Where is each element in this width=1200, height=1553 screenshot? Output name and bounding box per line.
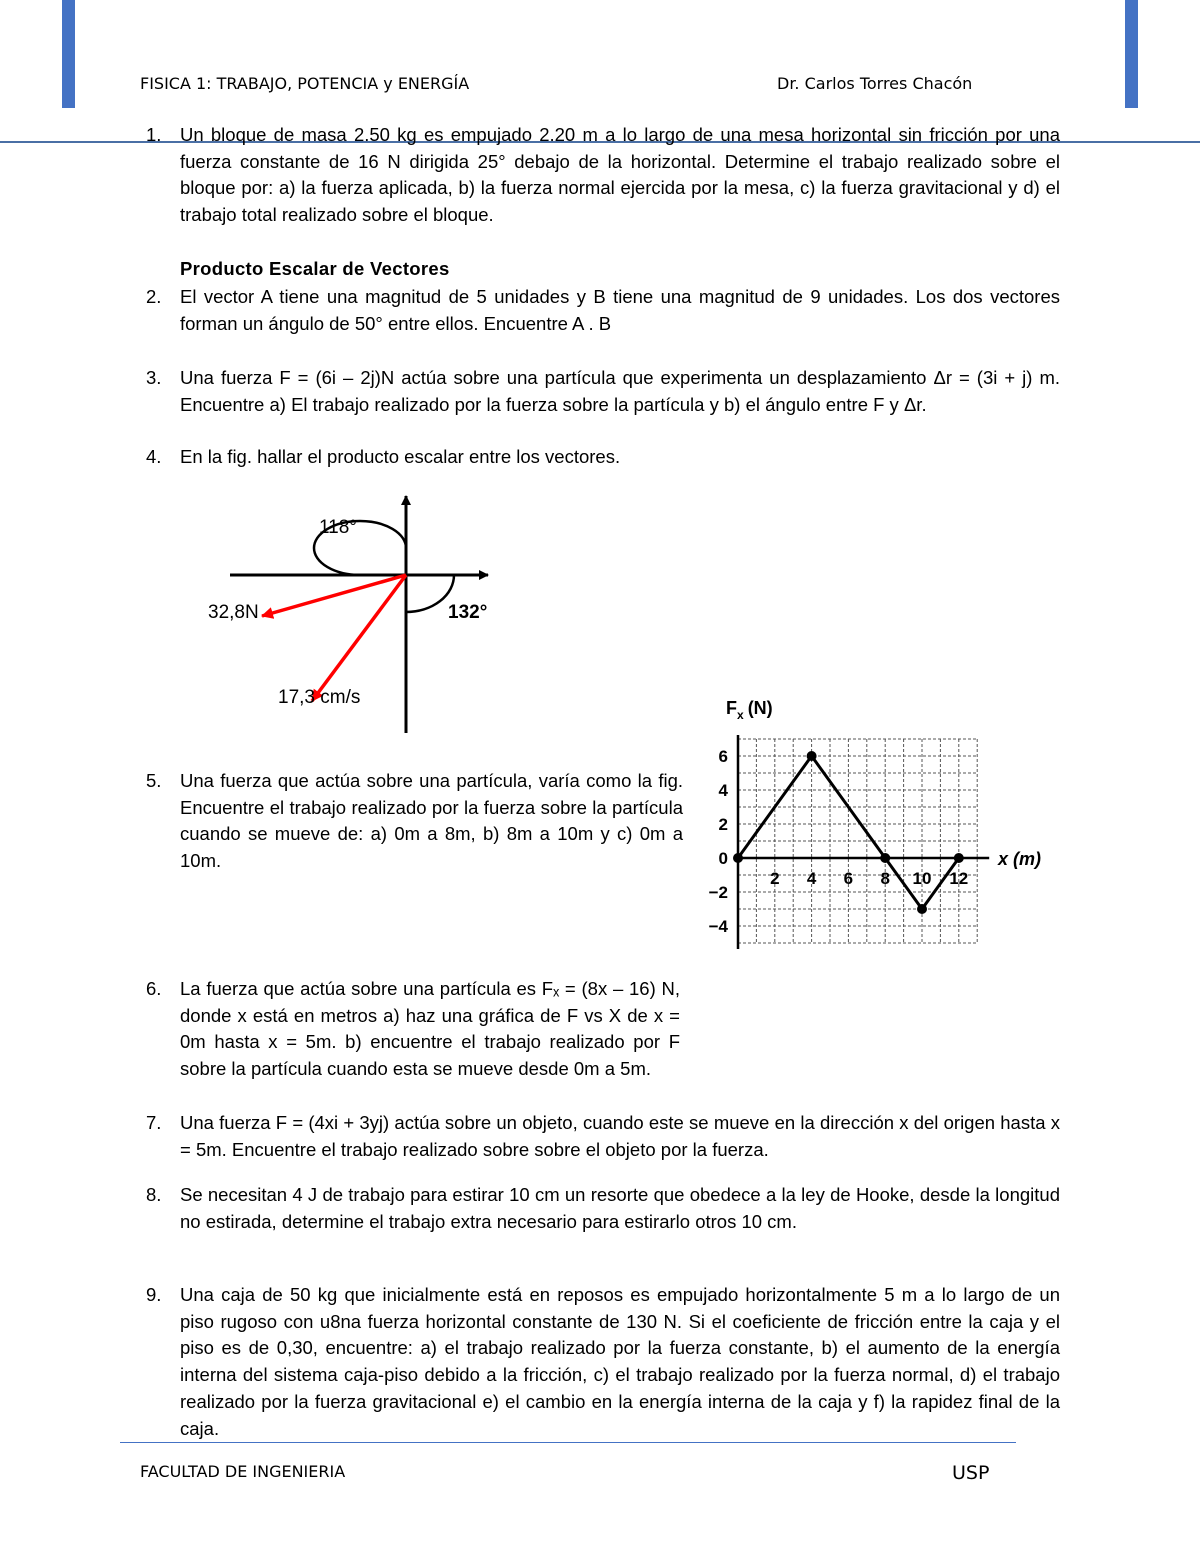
vector-b-arrow <box>312 575 406 701</box>
vector-figure <box>200 490 510 740</box>
problem-number: 7. <box>146 1112 162 1133</box>
problem-text: En la fig. hallar el producto escalar entre los vectores. <box>180 446 621 467</box>
problem-number: 6. <box>146 978 162 999</box>
data-point <box>954 853 964 863</box>
section-title: Producto Escalar de Vectores <box>180 258 450 279</box>
problem-2 <box>146 284 1060 337</box>
course-title: FISICA 1: TRABAJO, POTENCIA y ENERGÍA <box>140 74 470 93</box>
problem-text: Una caja de 50 kg que inicialmente está en reposos es empujado horizontalmente 5 m a lo largo de un piso rugoso con u8na fuerza horizontal constante de 130 N. Si el coeficiente de fricción entre la caja y el piso es de 0,30, encuentre: a) el trabajo realizado por la fuerza constante, b) el aumento de la energía interna del sistema caja-piso debido a la fricción, c) el trabajo realizado por la fuerza normal, d) el trabajo realizado por la fuerza gravitacional e) el cambio en la energía interna de la caja y f) la rapidez final de la caja. <box>180 1284 1060 1439</box>
author-name: Dr. Carlos Torres Chacón <box>777 74 973 93</box>
y-tick-label: 0 <box>718 849 728 868</box>
problem-text: La fuerza que actúa sobre una partícula es Fₓ = (8x – 16) N, donde x está en metros a) haz una gráfica de F vs X de x = 0m hasta x = 5m. b) encuentre el trabajo realizado por F sobre la partícula cuando esta se mueve desde 0m a 5m. <box>180 978 680 1080</box>
problem-number: 1. <box>146 124 162 145</box>
x-tick-label: 2 <box>770 869 780 888</box>
problem-number: 3. <box>146 367 162 388</box>
data-point <box>733 853 743 863</box>
problem-3 <box>146 365 1060 418</box>
problem-text: Una fuerza F = (4xi + 3yj) actúa sobre un objeto, cuando este se mueve en la dirección x del origen hasta x = 5m. Encuentre el trabajo realizado sobre sobre el objeto por la fuerza. <box>180 1112 1060 1160</box>
problem-5 <box>146 768 683 875</box>
faculty-name: FACULTAD DE INGENIERIA <box>140 1462 346 1481</box>
problem-7 <box>146 1110 1060 1163</box>
problem-number: 4. <box>146 446 162 467</box>
graph-y-label: $F_x$ (N) <box>726 698 773 722</box>
problem-text: El vector A tiene una magnitud de 5 unidades y B tiene una magnitud de 9 unidades. Los dos vectores forman un ángulo de 50° entre ellos. Encuentre A . B <box>180 286 1060 334</box>
y-tick-label: 6 <box>718 747 728 766</box>
problem-6 <box>146 976 1060 1083</box>
problem-text: Un bloque de masa 2.50 kg es empujado 2.20 m a lo largo de una mesa horizontal sin fricción por una fuerza constante de 16 N dirigida 25° debajo de la horizontal. Determine el trabajo realizado sobre el bloque por: a) la fuerza aplicada, b) la fuerza normal ejercida por la mesa, c) la fuerza gravitacional y d) el trabajo total realizado sobre el bloque. <box>180 124 1060 226</box>
data-point <box>807 751 817 761</box>
x-tick-label: 12 <box>949 869 969 888</box>
problem-number: 5. <box>146 770 162 791</box>
x-tick-label: 8 <box>880 869 890 888</box>
y-tick-label: −2 <box>708 883 728 902</box>
angle-arc-132 <box>406 575 454 612</box>
graph-x-label: x (m) <box>998 849 1042 869</box>
x-tick-label: 4 <box>806 869 817 888</box>
data-point <box>880 853 890 863</box>
problem-text: Una fuerza F = (6i – 2j)N actúa sobre una partícula que experimenta un desplazamiento Δr = (3i + j) m. Encuentre a) El trabajo realizado por la fuerza sobre la partícula y b) el ángulo entre F y Δr. <box>180 367 1060 415</box>
header-bar-left <box>62 0 75 108</box>
problem-1 <box>146 122 1060 229</box>
problem-text: Una fuerza que actúa sobre una partícula, varía como la fig. Encuentre el trabajo realizado por la fuerza sobre la partícula cuando se mueve de: a) 0m a 8m, b) 8m a 10m y c) 0m a 10m. <box>180 770 683 872</box>
problem-number: 9. <box>146 1284 162 1305</box>
problem-4 <box>146 444 1060 471</box>
problem-number: 8. <box>146 1184 162 1205</box>
vector-b-label: 17,3 cm/s <box>278 687 361 708</box>
angle-118-label: 118° <box>319 517 357 538</box>
x-tick-label: 10 <box>912 869 932 888</box>
problem-text: Se necesitan 4 J de trabajo para estirar 10 cm un resorte que obedece a la ley de Hooke, desde la longitud no estirada, determine el trabajo extra necesario para estirarlo otros 10 cm. <box>180 1184 1060 1232</box>
vector-a-arrow <box>262 575 406 616</box>
force-graph <box>690 690 1060 970</box>
x-tick-label: 6 <box>843 869 854 888</box>
y-tick-label: −4 <box>708 917 728 936</box>
footer-divider <box>120 1442 1016 1443</box>
data-point <box>917 904 927 914</box>
problem-8 <box>146 1182 1060 1235</box>
problem-number: 2. <box>146 286 162 307</box>
y-tick-label: 4 <box>718 781 728 800</box>
vector-a-label: 32,8N <box>208 602 259 623</box>
problem-9 <box>146 1282 1060 1442</box>
graph-grid <box>738 739 977 943</box>
header-bar-right <box>1125 0 1138 108</box>
university-name: USP <box>952 1462 990 1484</box>
y-tick-label: 2 <box>718 815 728 834</box>
angle-132-label: 132° <box>448 602 488 623</box>
